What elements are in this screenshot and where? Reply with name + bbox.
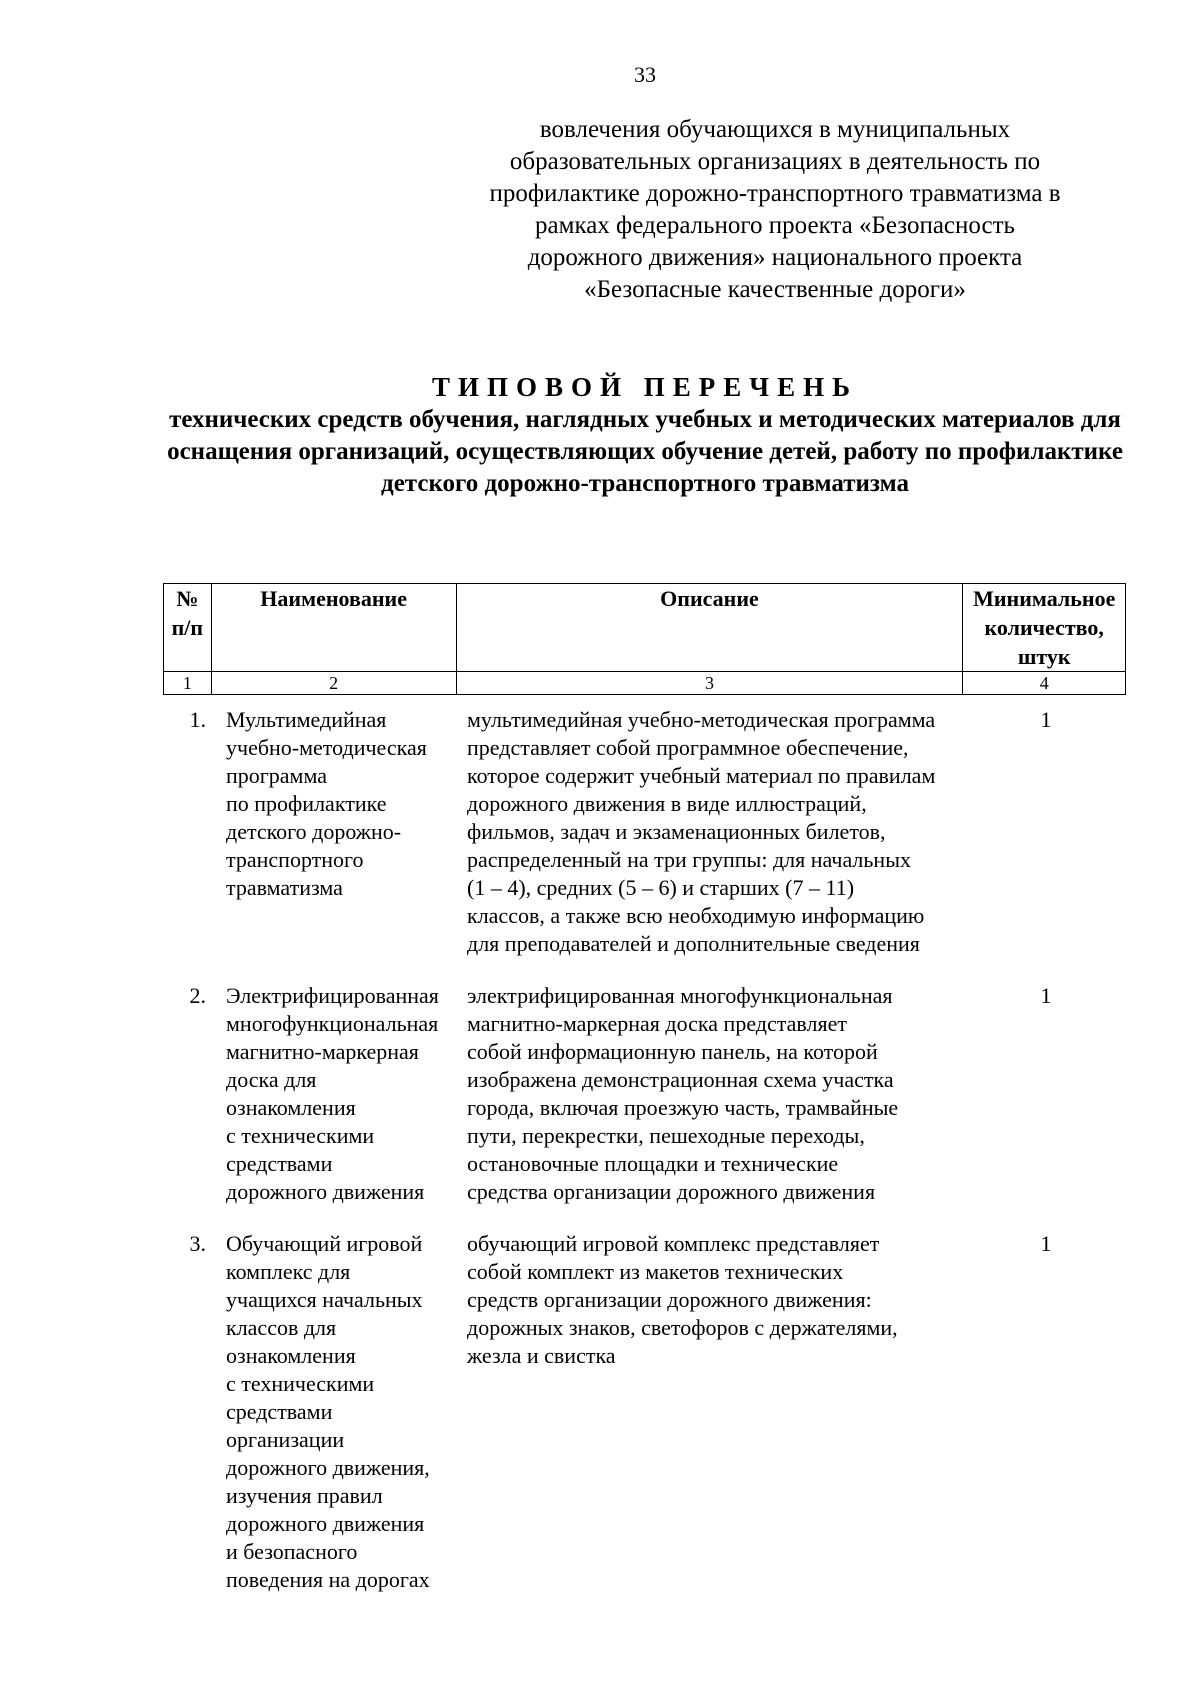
column-number: 4	[963, 672, 1126, 695]
approval-text: вовлечения обучающихся в муниципальных образовательных организациях в деятельность по профилактике дорожно-транспортного травматизма в рамках федерального проекта «Безопасность дорожного движения» национального проекта «Безопасные качественные дороги»	[489, 116, 1061, 303]
row-quantity: 1	[1040, 1231, 1052, 1256]
row-quantity: 1	[1040, 983, 1052, 1008]
row-name: Мультимедийная учебно-методическая программа по профилактике детского дорожно- транспортного травматизма	[226, 707, 427, 900]
column-numbers-row	[164, 672, 1126, 695]
table-row	[163, 706, 1126, 958]
page-number: 33	[634, 62, 656, 87]
document-subtitle: технических средств обучения, наглядных учебных и методических материалов для оснащения организаций, осуществляющих обучение детей, работу по профилактике детского дорожно-транспортного травматизма	[167, 406, 1123, 497]
table-row	[163, 1230, 1126, 1594]
column-number: 2	[211, 672, 456, 695]
header-description: Описание	[456, 584, 963, 672]
document-title: ТИПОВОЙ ПЕРЕЧЕНЬ	[432, 372, 858, 402]
column-number: 1	[164, 672, 212, 695]
header-number: № п/п	[164, 584, 212, 672]
row-description: мультимедийная учебно-методическая программа представляет собой программное обеспечение, которое содержит учебный материал по правилам дорожного движения в виде иллюстраций, фильмов, задач и экзаменационных билетов, распределенный на три группы: для начальных (1 – 4), средних (5 – 6) и старших (7 – 11) классов, а также всю необходимую информацию для преподавателей и дополнительные сведения	[467, 707, 936, 956]
row-number: 3.	[189, 1231, 206, 1256]
table-body	[163, 706, 1126, 1618]
row-quantity: 1	[1040, 707, 1052, 732]
row-description: электрифицированная многофункциональная магнитно-маркерная доска представляет собой информационную панель, на которой изображена демонстрационная схема участка города, включая проезжую часть, трамвайные пути, перекрестки, пешеходные переходы, остановочные площадки и технические средства организации дорожного движения	[467, 983, 899, 1204]
row-description: обучающий игровой комплекс представляет собой комплект из макетов технических средств организации дорожного движения: дорожных знаков, светофоров с держателями, жезла и свистка	[467, 1231, 898, 1368]
row-name: Электрифицированная многофункциональная магнитно-маркерная доска для ознакомления с техническими средствами дорожного движения	[226, 983, 439, 1204]
row-name: Обучающий игровой комплекс для учащихся начальных классов для ознакомления с техническими средствами организации дорожного движения, изучения правил дорожного движения и безопасного поведения на дорогах	[226, 1231, 430, 1592]
row-number: 1.	[189, 707, 206, 732]
row-number: 2.	[189, 983, 206, 1008]
column-number: 3	[456, 672, 963, 695]
header-row	[164, 584, 1126, 672]
table-header	[163, 583, 1126, 695]
table-row	[163, 982, 1126, 1206]
header-quantity: Минимальное количество, штук	[963, 584, 1126, 672]
header-name: Наименование	[211, 584, 456, 672]
